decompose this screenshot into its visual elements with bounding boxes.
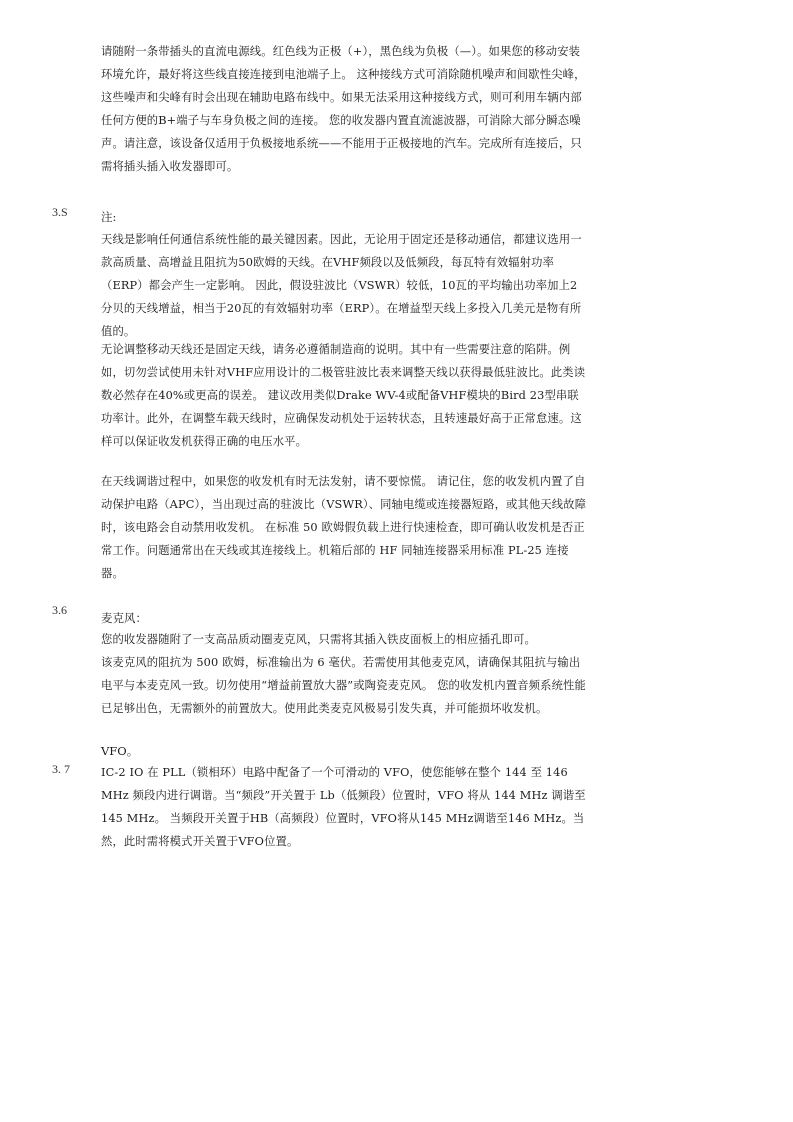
section-body	[101, 628, 587, 720]
paragraph: 天线是影响任何通信系统性能的最关键因素。因此，无论用于固定还是移动通信，都建议选用一款高质量、高增益且阻抗为50欧姆的天线。在VHF频段以及低频段，每瓦特有效辐射功率（ERP）都会产生一定影响。 因此，假设驻波比（VSWR）较低，10瓦的平均输出功率加上2分贝的天线增益，相当于20瓦的有效辐射功率（ERP）。在增益型天线上多投入几美元是物有所值的。	[101, 233, 582, 338]
paragraph: 在天线调谐过程中，如果您的收发机有时无法发射，请不要惊慌。 请记住，您的收发机内置了自动保护电路（APC），当出现过高的驻波比（VSWR）、同轴电缆或连接器短路，或其他天线故障时，该电路会自动禁用收发机。 在标准 50 欧姆假负载上进行快速检查，即可确认收发机是否正常工作。问题通常出在天线或其连接线上。机箱后部的 HF 同轴连接器采用标准 PL-25 连接器。	[101, 475, 587, 580]
section-number: 3.S	[52, 205, 68, 219]
section-heading: 注:	[101, 210, 117, 224]
section-body	[101, 228, 587, 343]
paragraph: 无论调整移动天线还是固定天线，请务必遵循制造商的说明。其中有一些需要注意的陷阱。例如，切勿尝试使用未针对VHF应用设计的二极管驻波比表来调整天线以获得最低驻波比。此类读数必然存在40%或更高的误差。 建议改用类似Drake WV-4或配备VHF模块的Bird 23型串联功率计。此外，在调整车载天线时，应确保发动机处于运转状态，且转速最好高于正常怠速。这样可以保证收发机获得正确的电压水平。	[101, 343, 586, 448]
section-heading: 麦克风：	[101, 611, 147, 625]
paragraph: 您的收发器随附了一支高品质动圈麦克风，只需将其插入铁皮面板上的相应插孔即可。	[101, 633, 536, 646]
section-number: 3.6	[52, 603, 67, 617]
section-body	[101, 470, 587, 585]
paragraph: 请随附一条带插头的直流电源线。红色线为正极（+），黑色线为负极（—）。如果您的移动安装环境允许，最好将这些线直接连接到电池端子上。 这种接线方式可消除随机噪声和间歇性尖峰，这些噪声和尖峰有时会出现在辅助电路布线中。如果无法采用这种接线方式，则可利用车辆内部任何方便的B+端子与车身负极之间的连接。 您的收发器内置直流滤波器，可消除大部分瞬态噪声。请注意，该设备仅适用于负极接地系统——不能用于正极接地的汽车。完成所有连接后，只需将插头插入收发器即可。	[101, 45, 586, 173]
section-heading: VFO。	[101, 744, 139, 758]
paragraph: 该麦克风的阻抗为 500 欧姆，标准输出为 6 毫伏。若需使用其他麦克风，请确保其阻抗与输出电平与本麦克风一致。切勿使用“增益前置放大器”或陶瓷麦克风。 您的收发机内置音频系统性能已足够出色，无需额外的前置放大。使用此类麦克风极易引发失真，并可能损坏收发机。	[101, 656, 586, 715]
section-body	[101, 761, 587, 853]
section-body	[101, 338, 587, 453]
paragraph: IC-2 IO 在 PLL（锁相环）电路中配备了一个可滑动的 VFO，使您能够在整个 144 至 146 MHz 频段内进行调谐。当“频段”开关置于 Lb（低频段）位置时，VFO 将从 144 MHz 调谐至 145 MHz。 当频段开关置于HB（高频段）位置时，VFO将从145 MHz调谐至146 MHz。当然，此时需将模式开关置于VFO位置。	[101, 766, 586, 848]
intro-block	[101, 40, 587, 178]
section-number: 3. 7	[52, 762, 70, 776]
